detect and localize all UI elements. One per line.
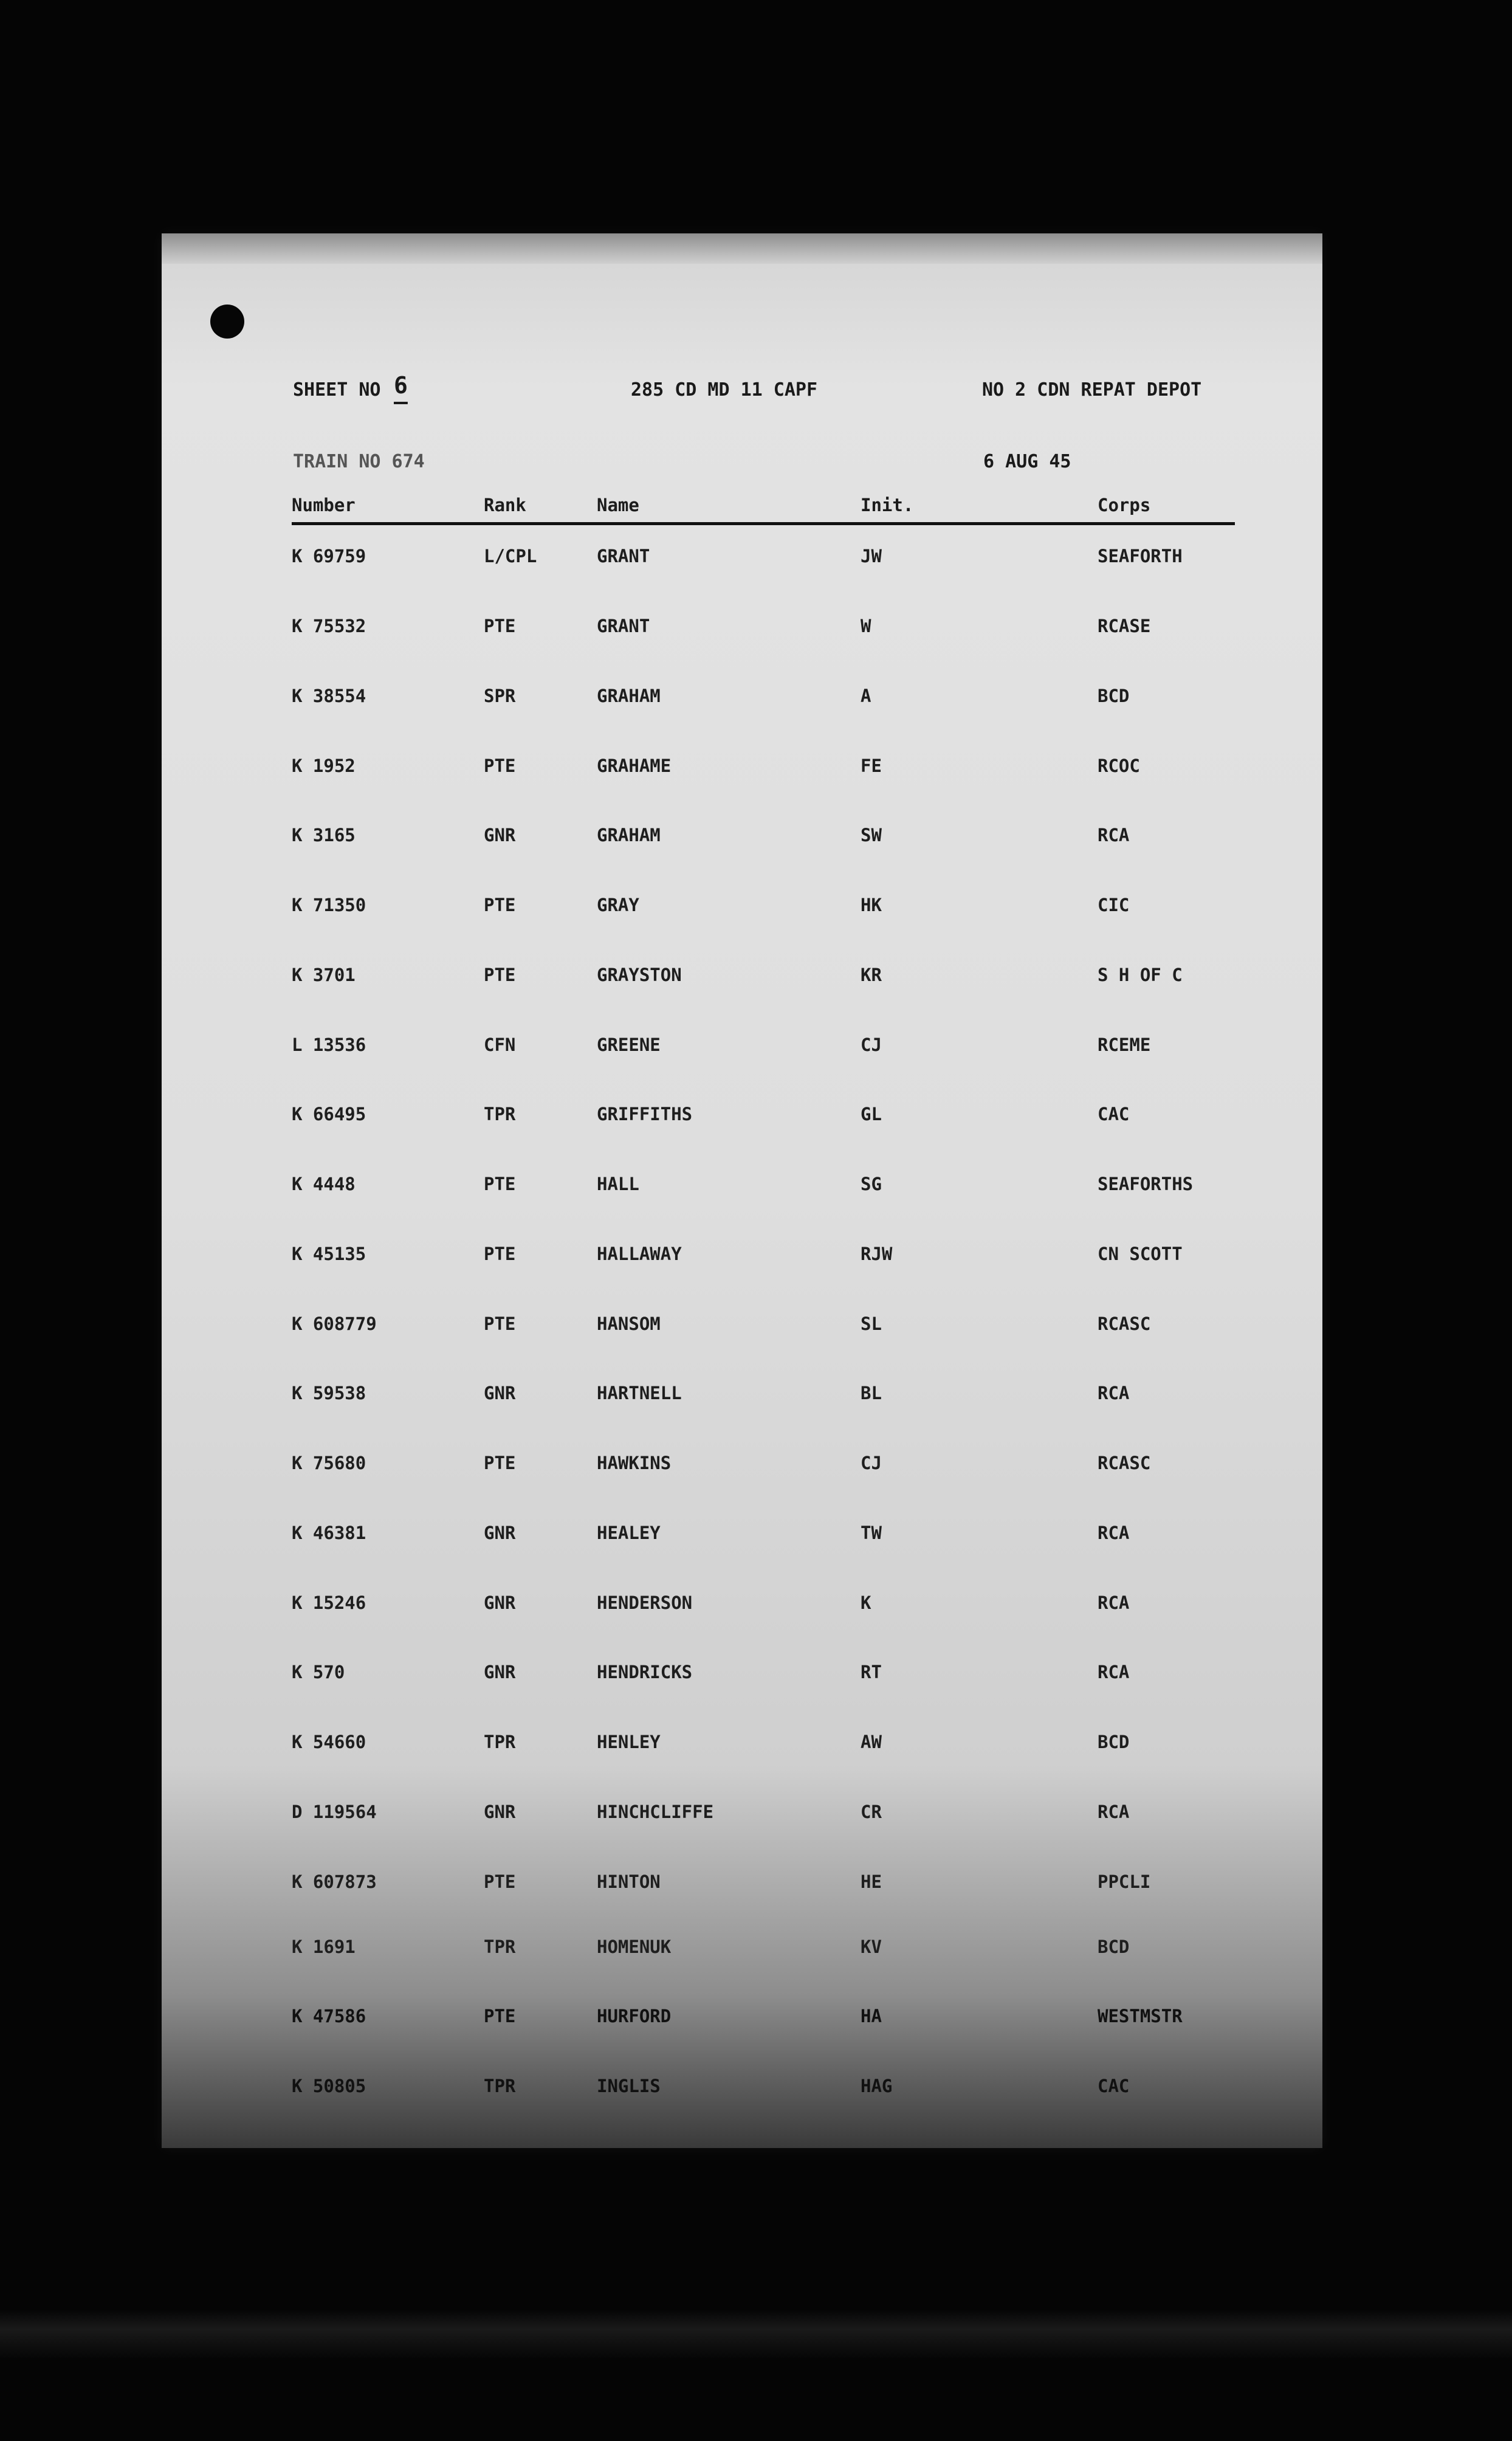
corps: RCA	[1098, 1802, 1130, 1822]
table-row	[162, 2076, 1322, 2112]
table-row	[162, 546, 1322, 582]
service-number: K 15246	[292, 1592, 366, 1613]
initials: SL	[861, 1313, 882, 1334]
table-row	[162, 2006, 1322, 2042]
service-number: K 1691	[292, 1937, 356, 1957]
column-header-corps: Corps	[1098, 495, 1151, 515]
initials: CR	[861, 1802, 882, 1822]
table-row	[162, 1523, 1322, 1559]
surname: HEALEY	[597, 1523, 661, 1543]
corps: BCD	[1098, 1732, 1130, 1752]
table-row	[162, 1592, 1322, 1629]
corps: SEAFORTHS	[1098, 1174, 1194, 1194]
initials: W	[861, 616, 871, 636]
header-rule	[292, 522, 1235, 525]
surname: HURFORD	[597, 2006, 672, 2026]
service-number: K 50805	[292, 2076, 366, 2096]
table-row	[162, 1937, 1322, 1973]
rank: L/CPL	[484, 546, 537, 566]
rank: GNR	[484, 1383, 516, 1403]
film-bottom-edge	[0, 2310, 1512, 2358]
rank: PTE	[484, 1871, 516, 1892]
corps: RCASE	[1098, 616, 1151, 636]
surname: GRANT	[597, 616, 650, 636]
rank: GNR	[484, 1802, 516, 1822]
rank: TPR	[484, 1732, 516, 1752]
rank: PTE	[484, 756, 516, 776]
service-number: K 607873	[292, 1871, 377, 1892]
service-number: K 38554	[292, 686, 366, 706]
rank: CFN	[484, 1035, 516, 1055]
surname: HENLEY	[597, 1732, 661, 1752]
corps: RCASC	[1098, 1453, 1151, 1473]
corps: CAC	[1098, 2076, 1130, 2096]
surname: GRIFFITHS	[597, 1104, 693, 1124]
table-row	[162, 825, 1322, 861]
corps: RCA	[1098, 1662, 1130, 1682]
table-row	[162, 1871, 1322, 1908]
page-top-edge	[162, 233, 1322, 264]
corps: RCA	[1098, 1383, 1130, 1403]
rank: PTE	[484, 1313, 516, 1334]
service-number: K 75680	[292, 1453, 366, 1473]
table-row	[162, 1662, 1322, 1698]
surname: HOMENUK	[597, 1937, 672, 1957]
surname: GRAHAM	[597, 825, 661, 845]
initials: AW	[861, 1732, 882, 1752]
rank: PTE	[484, 1453, 516, 1473]
initials: SG	[861, 1174, 882, 1194]
surname: HARTNELL	[597, 1383, 682, 1403]
surname: GRAYSTON	[597, 965, 682, 985]
table-row	[162, 1035, 1322, 1071]
initials: KR	[861, 965, 882, 985]
surname: HALLAWAY	[597, 1244, 682, 1264]
corps: S H OF C	[1098, 965, 1183, 985]
service-number: K 45135	[292, 1244, 366, 1264]
surname: GRAY	[597, 895, 639, 915]
initials: BL	[861, 1383, 882, 1403]
depot-name: NO 2 CDN REPAT DEPOT	[982, 379, 1202, 401]
service-number: D 119564	[292, 1802, 377, 1822]
surname: HANSOM	[597, 1313, 661, 1334]
initials: FE	[861, 756, 882, 776]
rank: GNR	[484, 825, 516, 845]
initials: RT	[861, 1662, 882, 1682]
service-number: L 13536	[292, 1035, 366, 1055]
corps: RCA	[1098, 1523, 1130, 1543]
table-row	[162, 756, 1322, 792]
surname: GRAHAME	[597, 756, 672, 776]
corps: RCA	[1098, 1592, 1130, 1613]
initials: GL	[861, 1104, 882, 1124]
service-number: K 54660	[292, 1732, 366, 1752]
service-number: K 570	[292, 1662, 345, 1682]
corps: RCASC	[1098, 1313, 1151, 1334]
column-header-name: Name	[597, 495, 639, 515]
initials: RJW	[861, 1244, 893, 1264]
rank: PTE	[484, 1174, 516, 1194]
service-number: K 59538	[292, 1383, 366, 1403]
document-page	[162, 233, 1322, 2148]
table-row	[162, 1383, 1322, 1419]
service-number: K 47586	[292, 2006, 366, 2026]
surname: HINCHCLIFFE	[597, 1802, 714, 1822]
service-number: K 4448	[292, 1174, 356, 1194]
service-number: K 71350	[292, 895, 366, 915]
initials: HA	[861, 2006, 882, 2026]
service-number: K 608779	[292, 1313, 377, 1334]
rank: TPR	[484, 1937, 516, 1957]
sheet-number: 6	[394, 372, 408, 399]
rank: GNR	[484, 1523, 516, 1543]
corps: WESTMSTR	[1098, 2006, 1183, 2026]
column-header-rank: Rank	[484, 495, 526, 515]
surname: HENDRICKS	[597, 1662, 693, 1682]
corps: RCOC	[1098, 756, 1140, 776]
rank: GNR	[484, 1662, 516, 1682]
service-number: K 3701	[292, 965, 356, 985]
surname: HALL	[597, 1174, 639, 1194]
table-row	[162, 1104, 1322, 1140]
surname: HENDERSON	[597, 1592, 693, 1613]
service-number: K 46381	[292, 1523, 366, 1543]
sheet-label: SHEET NO	[293, 379, 381, 401]
initials: A	[861, 686, 871, 706]
rank: PTE	[484, 965, 516, 985]
table-row	[162, 616, 1322, 652]
service-number: K 69759	[292, 546, 366, 566]
surname: HINTON	[597, 1871, 661, 1892]
surname: GRAHAM	[597, 686, 661, 706]
rank: TPR	[484, 1104, 516, 1124]
table-row	[162, 1453, 1322, 1489]
surname: INGLIS	[597, 2076, 661, 2096]
service-number: K 1952	[292, 756, 356, 776]
table-row	[162, 1732, 1322, 1768]
table-row	[162, 965, 1322, 1001]
initials: HAG	[861, 2076, 893, 2096]
rank: SPR	[484, 686, 516, 706]
initials: CJ	[861, 1035, 882, 1055]
rank: PTE	[484, 1244, 516, 1264]
train-number: TRAIN NO 674	[293, 451, 425, 472]
column-header-number: Number	[292, 495, 356, 515]
document-date: 6 AUG 45	[983, 451, 1071, 472]
corps: RCEME	[1098, 1035, 1151, 1055]
service-number: K 66495	[292, 1104, 366, 1124]
rank: PTE	[484, 616, 516, 636]
corps: CN SCOTT	[1098, 1244, 1183, 1264]
table-row	[162, 1244, 1322, 1280]
initials: JW	[861, 546, 882, 566]
corps: SEAFORTH	[1098, 546, 1183, 566]
rank: PTE	[484, 895, 516, 915]
service-number: K 75532	[292, 616, 366, 636]
surname: GREENE	[597, 1035, 661, 1055]
initials: KV	[861, 1937, 882, 1957]
initials: K	[861, 1592, 871, 1613]
initials: HK	[861, 895, 882, 915]
table-row	[162, 895, 1322, 931]
table-row	[162, 1802, 1322, 1838]
table-row	[162, 1313, 1322, 1350]
corps: RCA	[1098, 825, 1130, 845]
corps: PPCLI	[1098, 1871, 1151, 1892]
unit-code: 285 CD MD 11 CAPF	[631, 379, 818, 401]
corps: BCD	[1098, 1937, 1130, 1957]
punch-hole	[210, 305, 244, 339]
service-number: K 3165	[292, 825, 356, 845]
rank: PTE	[484, 2006, 516, 2026]
corps: CAC	[1098, 1104, 1130, 1124]
table-row	[162, 686, 1322, 722]
surname: HAWKINS	[597, 1453, 672, 1473]
rank: TPR	[484, 2076, 516, 2096]
corps: BCD	[1098, 686, 1130, 706]
rank: GNR	[484, 1592, 516, 1613]
initials: TW	[861, 1523, 882, 1543]
initials: SW	[861, 825, 882, 845]
initials: HE	[861, 1871, 882, 1892]
column-header-init: Init.	[861, 495, 914, 515]
table-row	[162, 1174, 1322, 1210]
surname: GRANT	[597, 546, 650, 566]
initials: CJ	[861, 1453, 882, 1473]
corps: CIC	[1098, 895, 1130, 915]
